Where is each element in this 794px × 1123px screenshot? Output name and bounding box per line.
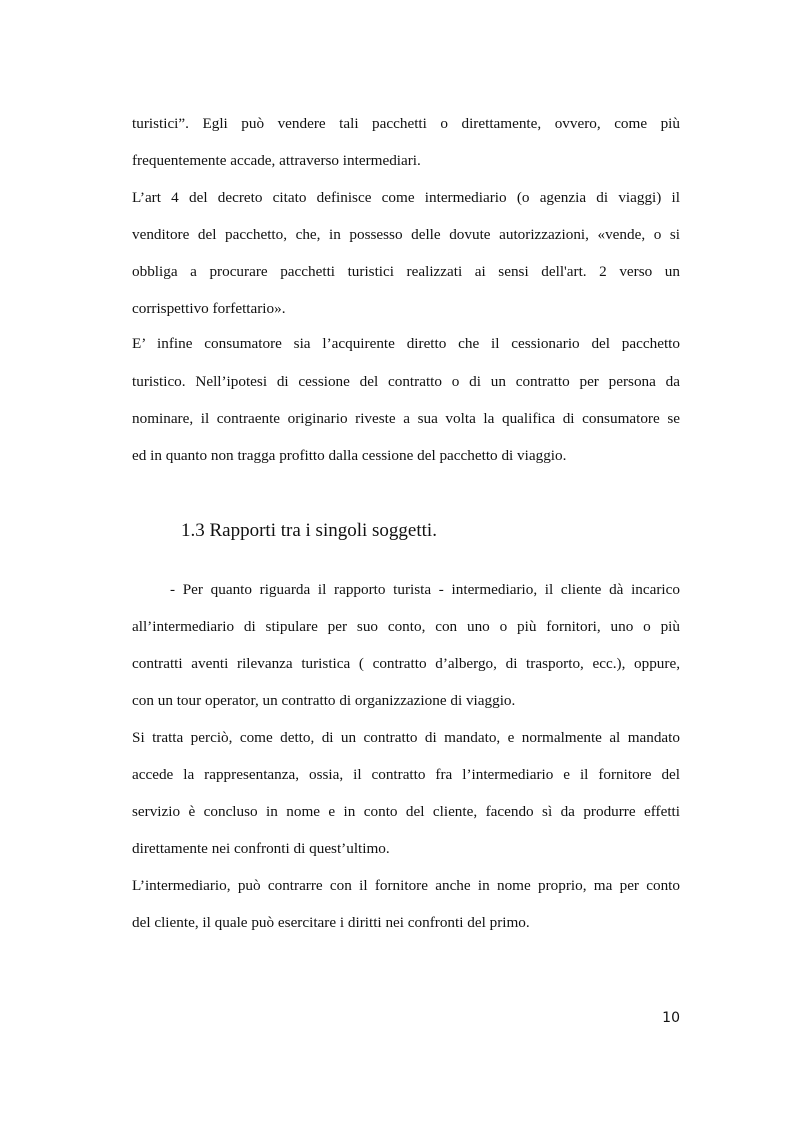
body-text-line: ed in quanto non tragga profitto dalla cessione del pacchetto di viaggio. bbox=[132, 447, 567, 464]
body-text-line: con un tour operator, un contratto di organizzazione di viaggio. bbox=[132, 692, 516, 709]
body-text-line: - Per quanto riguarda il rapporto turista - intermediario, il cliente dà incarico bbox=[170, 581, 680, 598]
body-text-line: accede la rappresentanza, ossia, il contratto fra l’intermediario e il fornitore del bbox=[132, 766, 680, 783]
section-heading: 1.3 Rapporti tra i singoli soggetti. bbox=[181, 520, 437, 541]
body-text-line: E’ infine consumatore sia l’acquirente diretto che il cessionario del pacchetto bbox=[132, 335, 680, 352]
body-text-line: del cliente, il quale può esercitare i diritti nei confronti del primo. bbox=[132, 914, 530, 931]
page-number: 10 bbox=[662, 1010, 680, 1026]
body-text-line: Si tratta perciò, come detto, di un contratto di mandato, e normalmente al mandato bbox=[132, 729, 680, 746]
body-text-line: nominare, il contraente originario riveste a sua volta la qualifica di consumatore se bbox=[132, 410, 680, 427]
body-text-line: servizio è concluso in nome e in conto del cliente, facendo sì da produrre effetti bbox=[132, 803, 680, 820]
body-text-line: direttamente nei confronti di quest’ultimo. bbox=[132, 840, 390, 857]
body-text-line: L’art 4 del decreto citato definisce come intermediario (o agenzia di viaggi) il bbox=[132, 189, 680, 206]
body-text-line: obbliga a procurare pacchetti turistici realizzati ai sensi dell'art. 2 verso un bbox=[132, 263, 680, 280]
body-text-line: turistico. Nell’ipotesi di cessione del contratto o di un contratto per persona da bbox=[132, 373, 680, 390]
body-text-line: turistici”. Egli può vendere tali pacchetti o direttamente, ovvero, come più bbox=[132, 115, 680, 132]
body-text-line: contratti aventi rilevanza turistica ( contratto d’albergo, di trasporto, ecc.), oppure, bbox=[132, 655, 680, 672]
body-text-line: corrispettivo forfettario». bbox=[132, 300, 286, 317]
body-text-line: all’intermediario di stipulare per suo conto, con uno o più fornitori, uno o più bbox=[132, 618, 680, 635]
body-text-line: venditore del pacchetto, che, in possesso delle dovute autorizzazioni, «vende, o si bbox=[132, 226, 680, 243]
body-text-line: L’intermediario, può contrarre con il fornitore anche in nome proprio, ma per conto bbox=[132, 877, 680, 894]
body-text-line: frequentemente accade, attraverso intermediari. bbox=[132, 152, 421, 169]
